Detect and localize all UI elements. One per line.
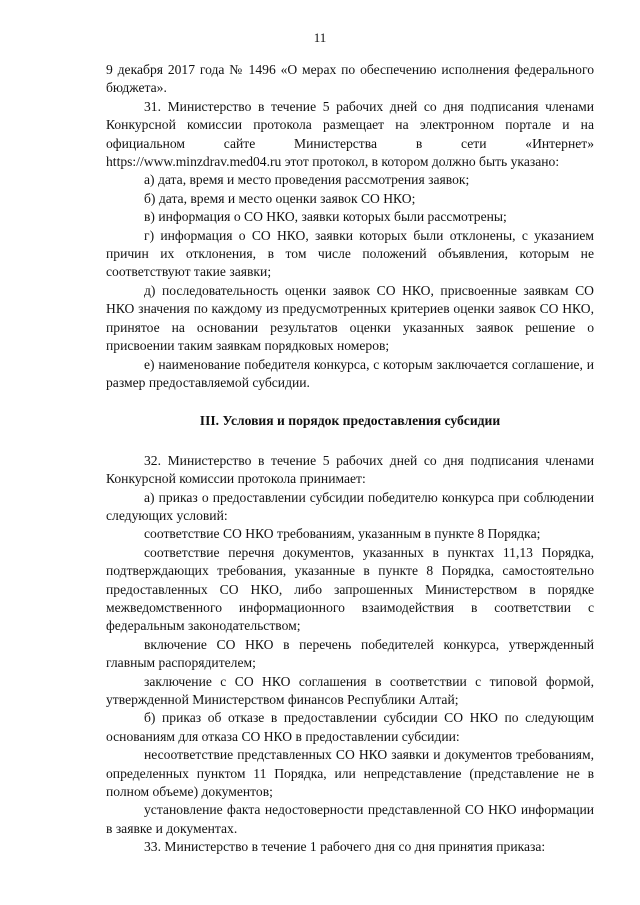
paragraph: 31. Министерство в течение 5 рабочих дней со дня подписания членами Конкурсной комиссии протокола размещает на электронном портале и на официальном сайте Министерства в сети «Интернет» https://www.minzdrav.med04.ru этот протокол, в котором должно быть указано: — [106, 98, 594, 170]
list-item: соответствие СО НКО требованиям, указанным в пункте 8 Порядка; — [144, 526, 541, 542]
document-body — [106, 61, 594, 857]
paragraph: 9 декабря 2017 года № 1496 «О мерах по обеспечению исполнения федерального бюджета». — [106, 62, 594, 96]
section-heading: III. Условия и порядок предоставления субсидии — [199, 413, 501, 429]
list-item: а) дата, время и место проведения рассмотрения заявок; — [144, 172, 470, 188]
list-item: несоответствие представленных СО НКО заявки и документов требованиям, определенных пунктом 11 Порядка, или непредставление (представление не в полном объеме) документов; — [106, 747, 594, 800]
list-item: б) дата, время и место оценки заявок СО НКО; — [144, 190, 416, 206]
list-item: б) приказ об отказе в предоставлении субсидии СО НКО по следующим основаниям для отказа СО НКО в предоставлении субсидии: — [106, 710, 594, 744]
list-item: е) наименование победителя конкурса, с которым заключается соглашение, и размер предоставляемой субсидии. — [106, 356, 594, 390]
list-item: г) информация о СО НКО, заявки которых были отклонены, с указанием причин их отклонения, в том числе положений объявления, которым не соответствуют такие заявки; — [106, 227, 594, 280]
list-item: соответствие перечня документов, указанных в пунктах 11,13 Порядка, подтверждающих требования, указанные в пункте 8 Порядка, самостоятельно предоставленных СО НКО, либо запрошенных Министерством в порядке межведомственного информационного взаимодействия в соответствии с федеральным законодательством; — [106, 544, 594, 634]
list-item: д) последовательность оценки заявок СО НКО, присвоенные заявкам СО НКО значения по каждому из предусмотренных критериев оценки заявок СО НКО, принятое на основании результатов оценки указанных заявок решение о присвоении таким заявкам порядковых номеров; — [106, 282, 594, 354]
list-item: заключение с СО НКО соглашения в соответствии с типовой формой, утвержденной Министерством финансов Республики Алтай; — [106, 673, 594, 707]
list-item: а) приказ о предоставлении субсидии победителю конкурса при соблюдении следующих условий: — [106, 489, 594, 523]
paragraph: 33. Министерство в течение 1 рабочего дня со дня принятия приказа: — [144, 839, 546, 855]
list-item: установление факта недостоверности представленной СО НКО информации в заявке и документах. — [106, 802, 594, 836]
list-item: включение СО НКО в перечень победителей конкурса, утвержденный главным распорядителем; — [106, 636, 594, 671]
list-item: в) информация о СО НКО, заявки которых были рассмотрены; — [144, 209, 507, 225]
page-number: 11 — [313, 30, 327, 45]
paragraph: 32. Министерство в течение 5 рабочих дней со дня подписания членами Конкурсной комиссии протокола принимает: — [106, 452, 594, 487]
